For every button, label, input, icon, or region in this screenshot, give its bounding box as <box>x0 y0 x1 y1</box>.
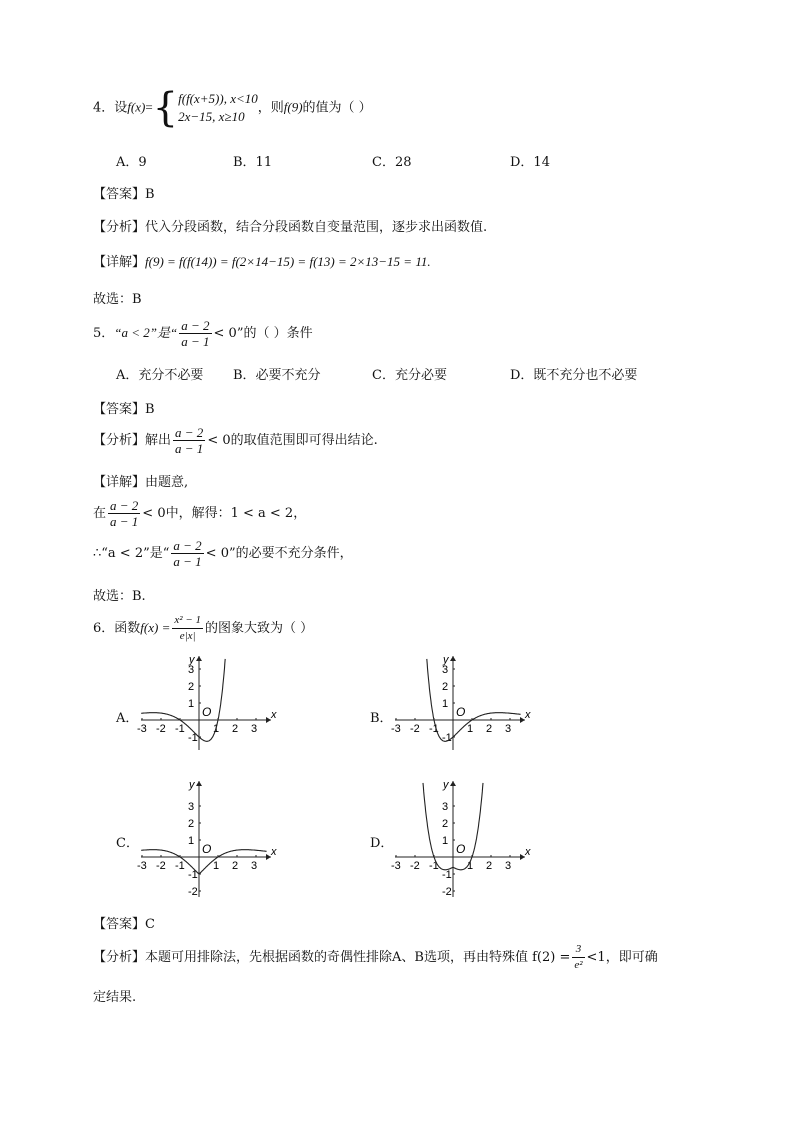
detail-tag: 【详解】 <box>93 475 146 490</box>
y-axis-arrow <box>450 656 456 661</box>
graph-b <box>391 652 533 752</box>
y-axis-label: y <box>443 654 449 666</box>
y-tick-label: 1 <box>188 835 195 847</box>
analysis-tag: 【分析】 <box>93 950 146 965</box>
y-tick-label: 2 <box>188 681 195 693</box>
q5-detail-fraction <box>108 498 140 529</box>
y-tick-label: 1 <box>188 698 195 710</box>
x-tick-label: 2 <box>232 860 239 872</box>
q5-option-b: B．必要不充分 <box>233 368 321 383</box>
x-tick-label: -2 <box>410 723 420 735</box>
x-tick-label: -1 <box>429 723 439 735</box>
x-tick-label: -3 <box>137 860 147 872</box>
x-axis-label: x <box>525 709 531 721</box>
frac-num: a − 2 <box>175 425 204 440</box>
q4-answer <box>93 183 155 202</box>
q5-option-a: A．充分不必要 <box>116 368 204 383</box>
q6-option-d: D． <box>370 836 394 851</box>
x-tick-label: 1 <box>467 860 474 872</box>
x-tick-label: 1 <box>467 723 474 735</box>
q5-analysis <box>93 425 378 456</box>
frac-den: e|x| <box>179 630 196 642</box>
q6-analysis-fraction <box>572 942 584 973</box>
q5-detail-3-post: < 0”的必要不充分条件， <box>205 546 353 561</box>
q4-option-d: D．14 <box>510 155 550 170</box>
q4-fx: f(x) <box>127 99 146 115</box>
q4-tail-b: 的值为（ ） <box>302 100 372 116</box>
q5-quote-a: “a < 2”是“ <box>114 325 178 340</box>
q4-option-b: B．11 <box>233 155 273 170</box>
q5-fraction <box>179 318 211 349</box>
x-tick-label: -3 <box>391 860 401 872</box>
q4-stem <box>93 85 372 131</box>
x-axis-label: x <box>271 709 277 721</box>
q6-option-c: C． <box>116 836 139 851</box>
q5-detail-1: 由题意, <box>145 475 189 490</box>
analysis-tag: 【分析】 <box>93 220 146 235</box>
origin-label: O <box>456 842 466 856</box>
q6-fx: f(x) = <box>140 620 171 635</box>
x-tick-label: -1 <box>429 860 439 872</box>
q6-number: 6．函数 <box>93 621 141 636</box>
x-tick-label: -1 <box>175 860 185 872</box>
q6-analysis-1-tail: <1，即可确 <box>586 950 658 965</box>
q5-analysis-post: < 0的取值范围即可得出结论. <box>207 433 378 448</box>
answer-tag: 【答案】 <box>93 187 146 202</box>
y-tick-label: 3 <box>188 664 195 676</box>
q6-fraction <box>172 613 203 644</box>
q5-detail-2-pre: 在 <box>93 506 107 521</box>
x-tick-label: -2 <box>156 860 166 872</box>
x-tick-label: 3 <box>505 723 512 735</box>
q6-answer-value: C <box>145 917 155 932</box>
y-tick-label: 2 <box>442 818 449 830</box>
origin-label: O <box>202 842 212 856</box>
y-axis-arrow <box>196 656 202 661</box>
x-tick-label: 2 <box>486 860 493 872</box>
y-tick-label: -1 <box>442 869 452 881</box>
x-tick-label: -1 <box>175 723 185 735</box>
q5-detail-line3 <box>93 538 353 569</box>
q5-detail-3-pre: ∴“a < 2”是“ <box>93 546 170 561</box>
detail-tag: 【详解】 <box>93 255 146 270</box>
frac-num: a − 2 <box>181 318 210 333</box>
frac-num: x² − 1 <box>172 613 203 629</box>
q4-detail <box>93 251 431 270</box>
q5-analysis-fraction <box>173 425 205 456</box>
y-tick-label: -2 <box>188 886 198 898</box>
y-axis-arrow <box>450 781 456 786</box>
q5-option-c: C．充分必要 <box>372 368 447 383</box>
y-tick-label: 2 <box>442 681 449 693</box>
answer-tag: 【答案】 <box>93 402 146 417</box>
x-tick-label: -3 <box>137 723 147 735</box>
x-tick-label: 2 <box>232 723 239 735</box>
y-axis-label: y <box>189 779 195 791</box>
y-tick-label: 1 <box>442 698 449 710</box>
analysis-tag: 【分析】 <box>93 433 146 448</box>
q6-analysis-1: 本题可用排除法，先根据函数的奇偶性排除A、B选项，再由特殊值 f(2) = <box>145 950 571 965</box>
y-tick-label: 3 <box>442 664 449 676</box>
graph-a <box>137 652 279 752</box>
x-tick-label: 3 <box>251 723 258 735</box>
q5-detail <box>93 471 188 490</box>
q5-analysis-pre: 解出 <box>145 433 172 448</box>
q6-answer <box>93 913 155 932</box>
q4-option-c: C．28 <box>372 155 412 170</box>
frac-den: a − 1 <box>181 334 210 349</box>
graph-c <box>137 777 279 899</box>
q4-case1: f(f(x+5)), x<10 <box>178 91 258 106</box>
x-tick-label: -2 <box>410 860 420 872</box>
y-tick-label: -1 <box>188 732 198 744</box>
q5-detail-line2 <box>93 498 306 529</box>
frac-num: a − 2 <box>173 538 202 553</box>
q5-quote-b: < 0”的（ ）条件 <box>213 326 313 341</box>
q5-answer <box>93 398 155 417</box>
q5-number: 5． <box>93 326 115 341</box>
q4-analysis <box>93 216 487 235</box>
q4-tail-a: ，则 <box>257 100 284 116</box>
frac-den: a − 1 <box>173 554 202 569</box>
y-tick-label: -1 <box>442 732 452 744</box>
q4-option-a: A．9 <box>116 155 147 170</box>
q5-answer-value: B <box>145 402 155 417</box>
frac-den: a − 1 <box>175 441 204 456</box>
y-tick-label: -1 <box>188 869 198 881</box>
frac-den: a − 1 <box>110 514 139 529</box>
q5-conclusion: 故选：B. <box>93 589 146 604</box>
brace: { <box>152 85 179 131</box>
q5-stem <box>93 318 313 349</box>
q6-analysis <box>93 942 658 973</box>
q6-stem <box>93 613 313 644</box>
y-tick-label: 1 <box>442 835 449 847</box>
q5-option-d: D．既不充分也不必要 <box>510 368 638 383</box>
x-tick-label: 3 <box>505 860 512 872</box>
x-axis-label: x <box>271 846 277 858</box>
x-tick-label: -3 <box>391 723 401 735</box>
q5-detail-fraction-2 <box>171 538 203 569</box>
q5-detail-2-post: < 0中，解得：1 < a < 2， <box>142 506 307 521</box>
y-axis-label: y <box>443 779 449 791</box>
q6-option-b: B． <box>370 711 393 726</box>
y-tick-label: -2 <box>442 886 452 898</box>
frac-num: a − 2 <box>110 498 139 513</box>
q4-detail-text: f(9) = f(f(14)) = f(2×14−15) = f(13) = 2×13−15 = 11. <box>145 254 431 269</box>
y-tick-label: 3 <box>442 801 449 813</box>
q6-option-a: A． <box>116 711 139 726</box>
x-tick-label: 1 <box>213 860 220 872</box>
x-tick-label: 2 <box>486 723 493 735</box>
frac-den: e² <box>574 959 583 971</box>
q4-eq: = <box>145 99 153 115</box>
frac-num: 3 <box>572 942 584 958</box>
q6-analysis-line2: 定结果. <box>93 990 137 1005</box>
y-axis-arrow <box>196 781 202 786</box>
q4-f9: f(9) <box>283 99 303 115</box>
graph-d <box>391 777 533 899</box>
q4-analysis-text: 代入分段函数，结合分段函数自变量范围，逐步求出函数值. <box>145 220 488 235</box>
x-axis-label: x <box>525 846 531 858</box>
q4-case2: 2x−15, x≥10 <box>178 109 245 124</box>
q4-conclusion: 故选：B <box>93 292 142 307</box>
y-axis-label: y <box>189 654 195 666</box>
x-tick-label: 3 <box>251 860 258 872</box>
q4-piecewise <box>178 90 258 126</box>
q4-number: 4．设 <box>93 100 128 116</box>
y-tick-label: 2 <box>188 818 195 830</box>
origin-label: O <box>202 705 212 719</box>
origin-label: O <box>456 705 466 719</box>
q6-tail: 的图象大致为（ ） <box>204 621 314 636</box>
x-tick-label: 1 <box>213 723 220 735</box>
y-tick-label: 3 <box>188 801 195 813</box>
x-tick-label: -2 <box>156 723 166 735</box>
answer-tag: 【答案】 <box>93 917 146 932</box>
q4-answer-value: B <box>145 187 155 202</box>
